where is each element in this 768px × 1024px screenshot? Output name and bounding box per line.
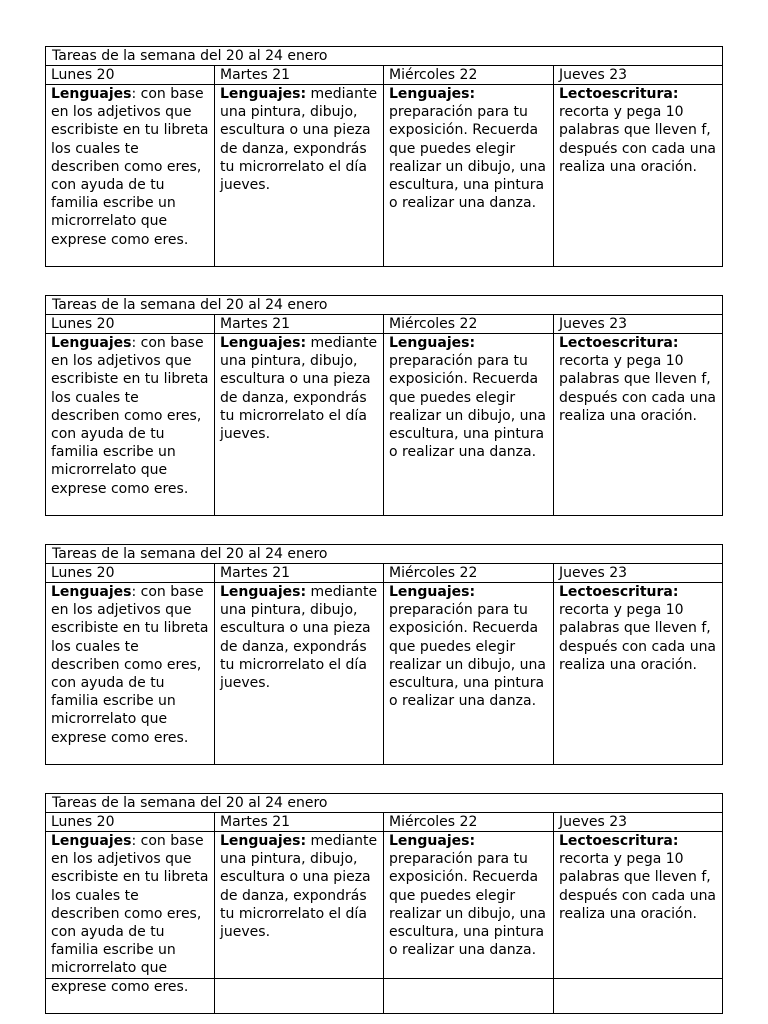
task-description: recorta y pega 10 palabras que lleven f, después con cada una realiza una oración. (559, 104, 717, 175)
task-subject: Lenguajes: (220, 335, 307, 351)
task-description: preparación para tu exposición. Recuerda que puedes elegir realizar un dibujo, una escultura, una pintura o realizar una danza. (389, 104, 546, 212)
task-subject: Lenguajes: (220, 584, 307, 600)
table-title: Tareas de la semana del 20 al 24 enero (46, 296, 723, 315)
weekly-tasks-table-1 (45, 46, 723, 267)
task-subject: Lenguajes (51, 335, 132, 351)
day-header-wednesday: Miércoles 22 (384, 564, 554, 583)
day-header-thursday: Jueves 23 (554, 315, 723, 334)
task-subject: Lenguajes: (220, 833, 307, 849)
task-subject: Lenguajes: (389, 86, 476, 102)
task-wednesday (384, 334, 554, 516)
task-subject: Lenguajes: (389, 584, 476, 600)
task-subject: Lectoescritura: (559, 86, 679, 102)
task-wednesday (384, 832, 554, 1014)
day-header-thursday: Jueves 23 (554, 564, 723, 583)
day-header-wednesday: Miércoles 22 (384, 813, 554, 832)
task-thursday (554, 85, 723, 267)
task-suffix: : (131, 86, 137, 102)
task-subject: Lectoescritura: (559, 833, 679, 849)
task-suffix: : (131, 833, 137, 849)
task-description: con base en los adjetivos que escribiste en tu libreta los cuales te describen como eres, con ayuda de tu familia escribe un microrrelato que exprese como eres. (51, 335, 209, 497)
task-thursday (554, 832, 723, 1014)
day-header-monday: Lunes 20 (46, 66, 215, 85)
day-header-wednesday: Miércoles 22 (384, 315, 554, 334)
task-subject: Lenguajes: (389, 833, 476, 849)
task-thursday (554, 583, 723, 765)
day-header-monday: Lunes 20 (46, 813, 215, 832)
task-tuesday (215, 832, 384, 1014)
task-tuesday (215, 85, 384, 267)
task-tuesday (215, 583, 384, 765)
task-subject: Lenguajes (51, 833, 132, 849)
task-description: preparación para tu exposición. Recuerda que puedes elegir realizar un dibujo, una escultura, una pintura o realizar una danza. (389, 353, 546, 461)
task-wednesday (384, 85, 554, 267)
task-subject: Lectoescritura: (559, 584, 679, 600)
task-monday (46, 334, 215, 516)
task-subject: Lenguajes: (220, 86, 307, 102)
task-description: mediante una pintura, dibujo, escultura o una pieza de danza, expondrás tu microrrelato el día jueves. (220, 833, 378, 941)
weekly-tasks-table-3 (45, 544, 723, 765)
task-description: con base en los adjetivos que escribiste en tu libreta los cuales te describen como eres, con ayuda de tu familia escribe un microrrelato que exprese como eres. (51, 86, 209, 248)
task-monday (46, 832, 215, 1014)
day-header-tuesday: Martes 21 (215, 813, 384, 832)
task-description: preparación para tu exposición. Recuerda que puedes elegir realizar un dibujo, una escultura, una pintura o realizar una danza. (389, 851, 546, 959)
task-wednesday (384, 583, 554, 765)
task-subject: Lectoescritura: (559, 335, 679, 351)
weekly-tasks-table-2 (45, 295, 723, 516)
task-tuesday (215, 334, 384, 516)
task-description: preparación para tu exposición. Recuerda que puedes elegir realizar un dibujo, una escultura, una pintura o realizar una danza. (389, 602, 546, 710)
task-description: mediante una pintura, dibujo, escultura o una pieza de danza, expondrás tu microrrelato el día jueves. (220, 335, 378, 443)
task-monday (46, 583, 215, 765)
task-description: mediante una pintura, dibujo, escultura o una pieza de danza, expondrás tu microrrelato el día jueves. (220, 584, 378, 692)
task-description: recorta y pega 10 palabras que lleven f, después con cada una realiza una oración. (559, 851, 717, 922)
task-suffix: : (131, 584, 137, 600)
day-header-thursday: Jueves 23 (554, 66, 723, 85)
table-title: Tareas de la semana del 20 al 24 enero (46, 47, 723, 66)
task-thursday (554, 334, 723, 516)
task-monday (46, 85, 215, 267)
weekly-tasks-table-4-clipped (45, 793, 723, 995)
task-subject: Lenguajes: (389, 335, 476, 351)
day-header-wednesday: Miércoles 22 (384, 66, 554, 85)
task-description: con base en los adjetivos que escribiste en tu libreta los cuales te describen como eres, con ayuda de tu familia escribe un microrrelato que exprese como eres. (51, 584, 209, 746)
table-title: Tareas de la semana del 20 al 24 enero (46, 545, 723, 564)
task-subject: Lenguajes (51, 584, 132, 600)
day-header-tuesday: Martes 21 (215, 564, 384, 583)
day-header-thursday: Jueves 23 (554, 813, 723, 832)
weekly-tasks-table-4 (45, 793, 723, 1014)
table-title: Tareas de la semana del 20 al 24 enero (46, 794, 723, 813)
task-description: con base en los adjetivos que escribiste en tu libreta los cuales te describen como eres, con ayuda de tu familia escribe un microrrelato que exprese como eres. (51, 833, 209, 995)
day-header-tuesday: Martes 21 (215, 66, 384, 85)
task-subject: Lenguajes (51, 86, 132, 102)
task-description: recorta y pega 10 palabras que lleven f, después con cada una realiza una oración. (559, 353, 717, 424)
day-header-tuesday: Martes 21 (215, 315, 384, 334)
task-suffix: : (131, 335, 137, 351)
task-description: recorta y pega 10 palabras que lleven f, después con cada una realiza una oración. (559, 602, 717, 673)
day-header-monday: Lunes 20 (46, 315, 215, 334)
task-description: mediante una pintura, dibujo, escultura o una pieza de danza, expondrás tu microrrelato el día jueves. (220, 86, 378, 194)
day-header-monday: Lunes 20 (46, 564, 215, 583)
